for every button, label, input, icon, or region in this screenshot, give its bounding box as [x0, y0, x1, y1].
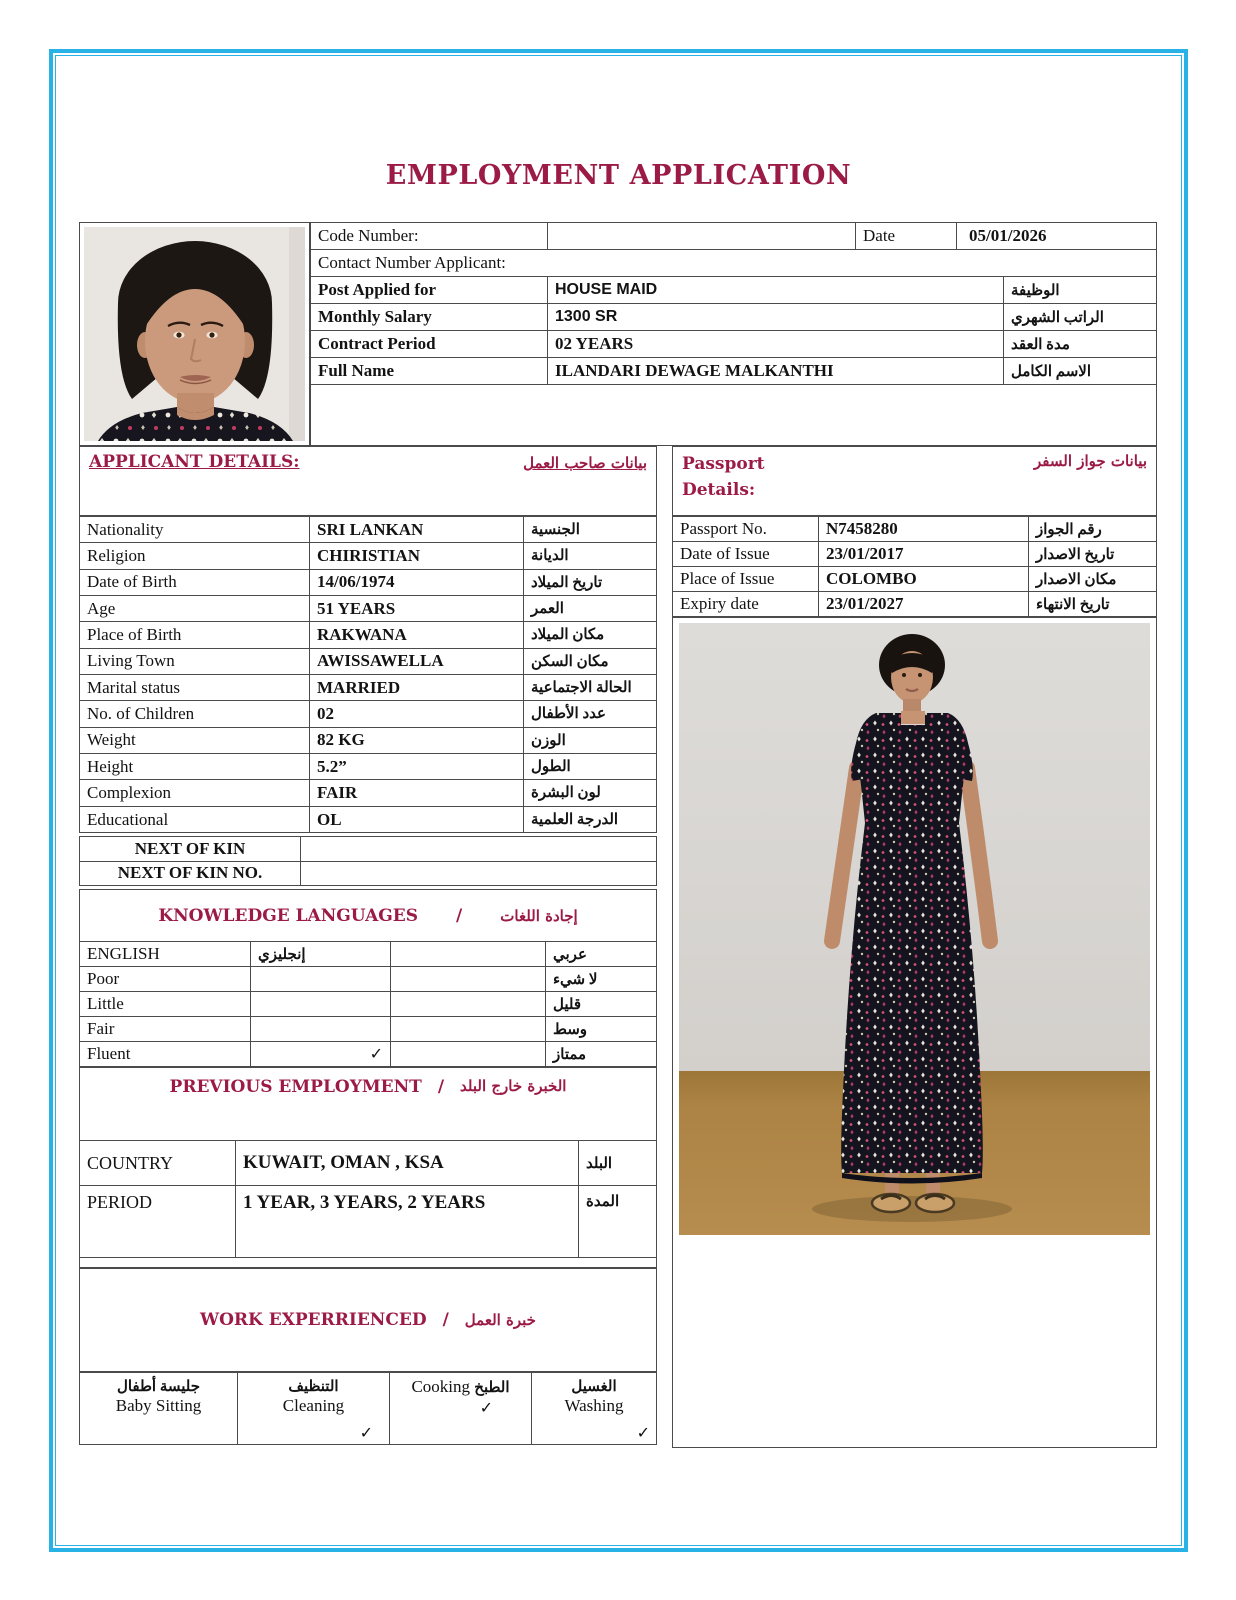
- skill-cleaning: [238, 1373, 390, 1444]
- country-label: COUNTRY: [80, 1141, 236, 1185]
- field-label: Religion: [80, 543, 310, 568]
- applicant-details-table: [79, 516, 657, 833]
- field-value: 51 YEARS: [310, 596, 524, 621]
- field-label-ar: الحالة الاجتماعية: [531, 680, 632, 697]
- field-label-ar: الوظيفة: [1011, 282, 1060, 299]
- field-value: 23/01/2027: [819, 592, 1029, 616]
- row-age: [80, 596, 656, 622]
- field-label-ar: مكان الميلاد: [531, 627, 605, 644]
- country-period-table: [79, 1140, 657, 1258]
- row-next-of-kin: [80, 837, 656, 862]
- row-height: [80, 754, 656, 780]
- row-place-of-birth: [80, 622, 656, 648]
- field-label-ar: لون البشرة: [531, 785, 601, 802]
- row-children: [80, 701, 656, 727]
- applicant-portrait-photo: [84, 227, 305, 441]
- row-level-fluent: [80, 1042, 656, 1066]
- skill-label-ar: الطبخ: [474, 1380, 510, 1396]
- code-number-label: Code Number:: [311, 223, 548, 249]
- level-check-arabic: [391, 992, 546, 1016]
- next-of-kin-no-value: [301, 862, 656, 886]
- date-label: Date: [856, 223, 957, 249]
- field-label: Expiry date: [673, 592, 819, 616]
- field-label-ar: الطول: [531, 759, 571, 776]
- field-value: 5.2”: [310, 754, 524, 779]
- washing-checkmark: ✓: [636, 1425, 650, 1442]
- field-label-ar: الديانة: [531, 548, 569, 565]
- period-label-ar: المدة: [586, 1194, 620, 1210]
- level-label-ar: قليل: [553, 996, 582, 1013]
- row-nationality: [80, 517, 656, 543]
- empty-row: [311, 385, 1156, 445]
- row-complexion: [80, 780, 656, 806]
- field-label-ar: الجنسية: [531, 522, 580, 539]
- field-value: CHIRISTIAN: [310, 543, 524, 568]
- separator-slash: /: [456, 905, 463, 926]
- contract-period-row: [311, 331, 1156, 358]
- monthly-salary-row: [311, 304, 1156, 331]
- top-info-table: [310, 222, 1157, 446]
- level-label: Poor: [80, 967, 251, 991]
- row-passport-no: [673, 517, 1156, 542]
- applicant-details-header: [79, 446, 657, 516]
- applicant-fullbody-photo: [679, 623, 1150, 1235]
- field-label: Place of Birth: [80, 622, 310, 647]
- row-date-of-issue: [673, 542, 1156, 567]
- field-value: OL: [310, 807, 524, 832]
- next-of-kin-value: [301, 837, 656, 861]
- field-value: COLOMBO: [819, 567, 1029, 591]
- field-label: Age: [80, 596, 310, 621]
- page-title: EMPLOYMENT APPLICATION: [385, 160, 852, 191]
- english-label-ar: إنجليزي: [251, 942, 391, 966]
- period-label: PERIOD: [80, 1186, 236, 1257]
- field-label-ar: تاريخ الميلاد: [531, 574, 603, 591]
- row-weight: [80, 728, 656, 754]
- empty-cell: [311, 385, 1156, 445]
- work-experienced-section: [79, 1268, 657, 1372]
- previous-employment-title: PREVIOUS EMPLOYMENT: [169, 1077, 422, 1097]
- field-label: Date of Birth: [80, 570, 310, 595]
- level-check-english: [251, 967, 391, 991]
- cleaning-checkmark: ✓: [359, 1425, 373, 1442]
- date-value: 05/01/2026: [969, 226, 1047, 245]
- field-value: 14/06/1974: [310, 570, 524, 595]
- row-religion: [80, 543, 656, 569]
- field-label-ar: العمر: [531, 601, 564, 618]
- previous-employment-title-ar: الخبرة خارج البلد: [460, 1077, 567, 1095]
- field-label-ar: تاريخ الاصدار: [1036, 546, 1115, 563]
- level-label: Little: [80, 992, 251, 1016]
- skill-washing: [532, 1373, 656, 1444]
- field-value: ILANDARI DEWAGE MALKANTHI: [548, 358, 1004, 384]
- field-value: MARRIED: [310, 675, 524, 700]
- field-label-ar: عدد الأطفال: [531, 706, 606, 723]
- field-label-ar: الوزن: [531, 732, 566, 749]
- skill-cooking: [390, 1373, 532, 1444]
- passport-details-table: [672, 516, 1157, 617]
- level-label-ar: ممتاز: [553, 1046, 587, 1063]
- field-label: Monthly Salary: [311, 304, 548, 330]
- field-label-ar: الدرجة العلمية: [531, 811, 619, 828]
- country-label-ar: البلد: [586, 1155, 613, 1172]
- field-value: FAIR: [310, 780, 524, 805]
- row-country: [80, 1141, 656, 1186]
- field-label: Passport No.: [673, 517, 819, 541]
- field-label-ar: مدة العقد: [1011, 336, 1070, 353]
- empty-cell: [391, 942, 546, 966]
- skill-label: Cleaning: [282, 1396, 345, 1415]
- next-of-kin-table: [79, 836, 657, 886]
- level-label-ar: لا شيء: [553, 971, 598, 988]
- level-check-english: [251, 992, 391, 1016]
- skill-label: Baby Sitting: [115, 1396, 202, 1415]
- row-educational: [80, 807, 656, 832]
- full-body-photo-cell: [672, 617, 1157, 1448]
- work-experienced-title-ar: خبرة العمل: [464, 1311, 536, 1329]
- field-value: 82 KG: [310, 728, 524, 753]
- work-experienced-title: WORK EXPERRIENCED: [200, 1310, 427, 1330]
- skill-label-ar: الغسيل: [571, 1379, 617, 1395]
- knowledge-languages-section: [79, 889, 657, 1067]
- row-marital-status: [80, 675, 656, 701]
- skills-table: [79, 1372, 657, 1445]
- portrait-photo-cell: [79, 222, 310, 446]
- field-label: Date of Issue: [673, 542, 819, 566]
- field-value: 02 YEARS: [548, 331, 1004, 357]
- field-label: Contract Period: [311, 331, 548, 357]
- field-label: Full Name: [311, 358, 548, 384]
- skill-label-ar: جليسة أطفال: [116, 1379, 201, 1395]
- field-label-ar: رقم الجواز: [1036, 521, 1102, 538]
- field-value: 23/01/2017: [819, 542, 1029, 566]
- field-value: SRI LANKAN: [310, 517, 524, 542]
- field-label: Nationality: [80, 517, 310, 542]
- level-check-arabic: [391, 967, 546, 991]
- field-label: Place of Issue: [673, 567, 819, 591]
- applicant-details-title-ar: بيانات صاحب العمل: [523, 454, 647, 472]
- period-value: 1 YEAR, 3 YEARS, 2 YEARS: [236, 1186, 579, 1257]
- row-period: [80, 1186, 656, 1257]
- fluent-checkmark: ✓: [251, 1042, 391, 1066]
- code-number-row: [311, 223, 1156, 250]
- skill-baby-sitting: [80, 1373, 238, 1444]
- field-label: Educational: [80, 807, 310, 832]
- knowledge-languages-title: KNOWLEDGE LANGUAGES: [158, 905, 419, 926]
- field-label: Marital status: [80, 675, 310, 700]
- code-number-value: [548, 223, 856, 249]
- level-label-ar: وسط: [553, 1021, 588, 1038]
- next-of-kin-no-label: NEXT OF KIN NO.: [80, 862, 301, 886]
- row-level-poor: [80, 967, 656, 992]
- cooking-checkmark: ✓: [479, 1400, 493, 1417]
- next-of-kin-label: NEXT OF KIN: [80, 837, 301, 861]
- row-date-of-birth: [80, 570, 656, 596]
- contact-number-row: [311, 250, 1156, 277]
- field-value: 1300 SR: [548, 304, 1004, 330]
- field-value: AWISSAWELLA: [310, 649, 524, 674]
- passport-details-title: Passport Details:: [682, 454, 765, 500]
- row-level-fair: [80, 1017, 656, 1042]
- row-living-town: [80, 649, 656, 675]
- row-next-of-kin-no: [80, 862, 656, 886]
- field-value: N7458280: [819, 517, 1029, 541]
- field-label-ar: الراتب الشهري: [1011, 309, 1104, 326]
- field-label: No. of Children: [80, 701, 310, 726]
- field-value: HOUSE MAID: [548, 277, 1004, 303]
- arabic-label-ar: عربي: [553, 946, 587, 963]
- full-name-row: [311, 358, 1156, 385]
- applicant-details-title: APPLICANT DETAILS:: [89, 452, 300, 472]
- country-value: KUWAIT, OMAN , KSA: [236, 1141, 579, 1185]
- row-level-little: [80, 992, 656, 1017]
- knowledge-languages-header: [80, 890, 656, 942]
- field-label-ar: الاسم الكامل: [1011, 363, 1092, 380]
- level-label: Fluent: [80, 1042, 251, 1066]
- field-label: Height: [80, 754, 310, 779]
- row-place-of-issue: [673, 567, 1156, 592]
- level-check-arabic: [391, 1017, 546, 1041]
- skill-label: Washing: [564, 1396, 624, 1415]
- passport-details-header: [672, 446, 1157, 516]
- field-label-ar: مكان الاصدار: [1036, 571, 1117, 588]
- level-check-english: [251, 1017, 391, 1041]
- english-label: ENGLISH: [80, 942, 251, 966]
- separator-slash: /: [437, 1077, 445, 1097]
- field-value: 02: [310, 701, 524, 726]
- field-label: Weight: [80, 728, 310, 753]
- field-label: Living Town: [80, 649, 310, 674]
- separator-slash: /: [442, 1310, 449, 1330]
- post-applied-row: [311, 277, 1156, 304]
- contact-number-label: Contact Number Applicant:: [318, 253, 506, 272]
- row-expiry-date: [673, 592, 1156, 616]
- field-value: RAKWANA: [310, 622, 524, 647]
- skill-label: Cooking: [411, 1377, 471, 1396]
- field-label: Complexion: [80, 780, 310, 805]
- level-check-arabic: [391, 1042, 546, 1066]
- previous-employment-header: [80, 1068, 656, 1097]
- field-label-ar: مكان السكن: [531, 653, 609, 670]
- field-label-ar: تاريخ الانتهاء: [1036, 596, 1110, 613]
- passport-details-title-ar: بيانات جواز السفر: [1034, 452, 1147, 470]
- field-label: Post Applied for: [311, 277, 548, 303]
- row-language-names: [80, 942, 656, 967]
- level-label: Fair: [80, 1017, 251, 1041]
- knowledge-languages-title-ar: إجادة اللغات: [500, 906, 578, 925]
- skill-label-ar: التنظيف: [288, 1379, 339, 1395]
